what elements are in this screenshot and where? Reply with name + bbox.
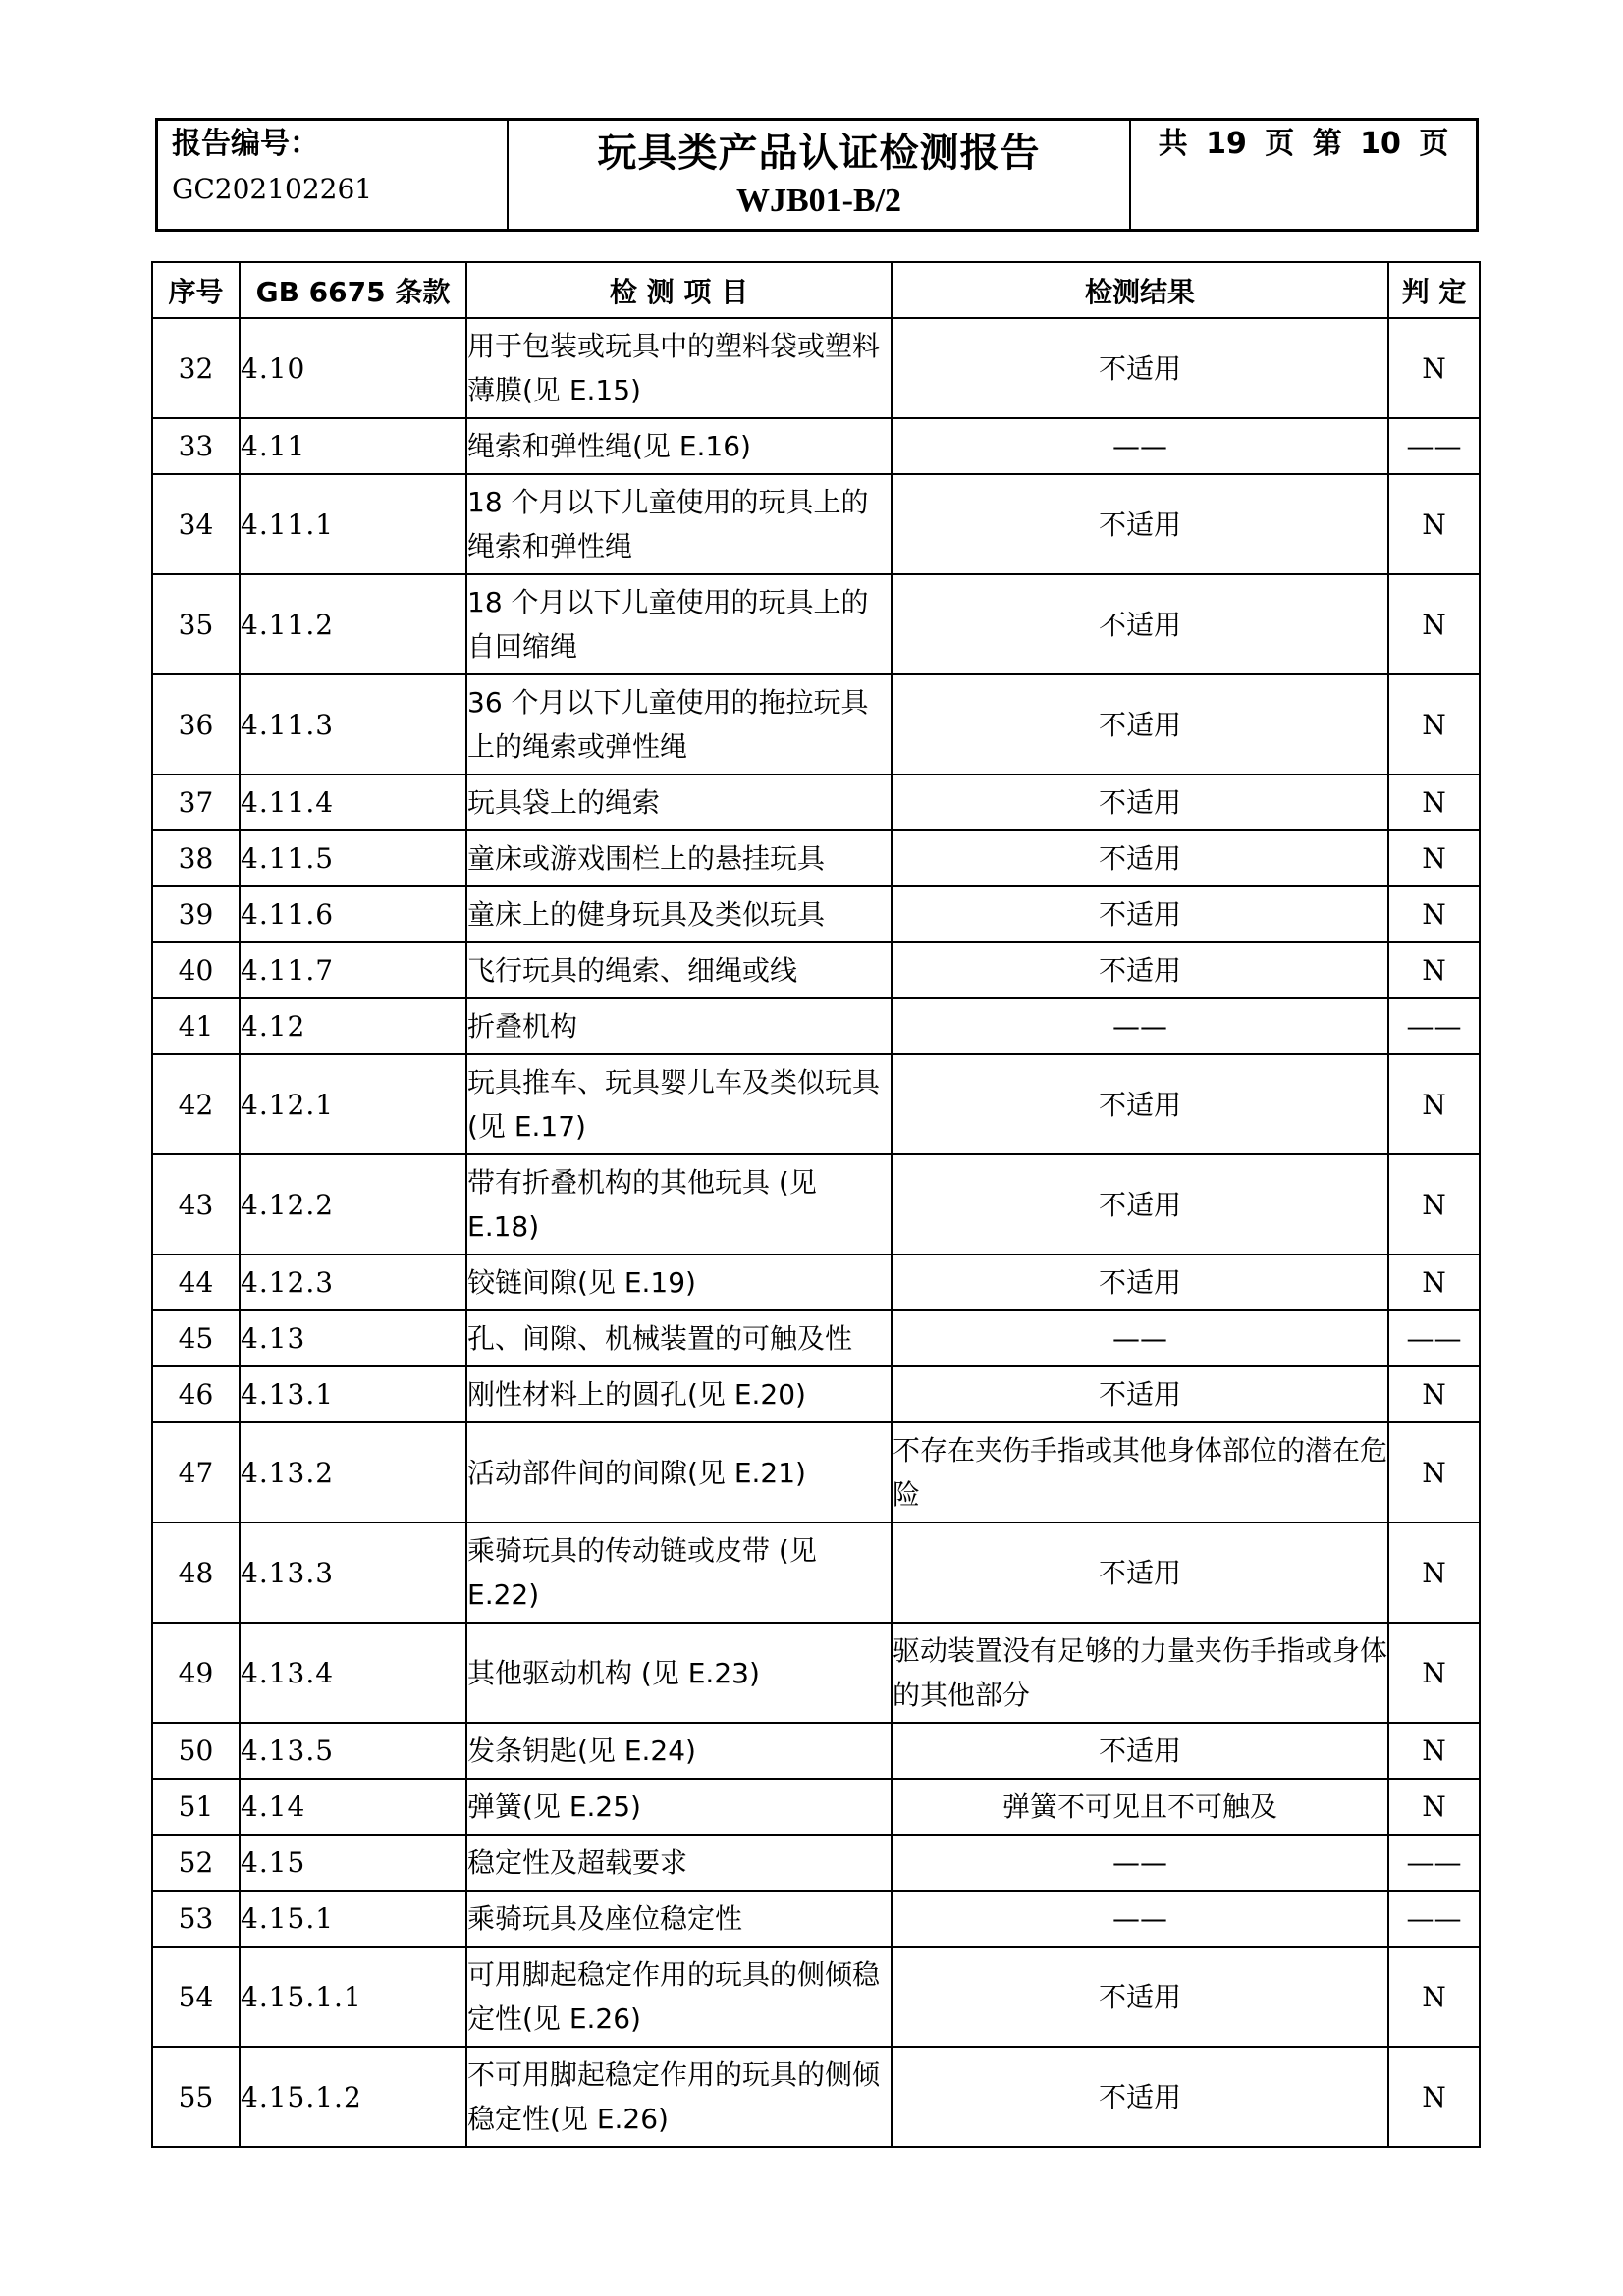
table-row <box>152 1422 1480 1522</box>
row-judgement: —— <box>1388 998 1480 1054</box>
row-clause: 4.15.1 <box>240 1891 466 1947</box>
row-number: 54 <box>152 1947 240 2047</box>
row-test-item: 18 个月以下儿童使用的玩具上的自回缩绳 <box>466 574 892 674</box>
page-info-cell <box>1131 121 1476 229</box>
row-number: 45 <box>152 1310 240 1366</box>
row-result: —— <box>892 1835 1388 1891</box>
table-row <box>152 886 1480 942</box>
table-row <box>152 1255 1480 1310</box>
row-judgement: —— <box>1388 1835 1480 1891</box>
row-number: 43 <box>152 1154 240 1255</box>
row-result: 驱动装置没有足够的力量夹伤手指或身体的其他部分 <box>892 1623 1388 1723</box>
row-judgement: N <box>1388 942 1480 998</box>
row-number: 39 <box>152 886 240 942</box>
col-header-no: 序号 <box>152 262 240 318</box>
row-test-item: 孔、间隙、机械装置的可触及性 <box>466 1310 892 1366</box>
row-result: —— <box>892 418 1388 474</box>
col-header-judgement: 判 定 <box>1388 262 1480 318</box>
row-test-item: 铰链间隙(见 E.19) <box>466 1255 892 1310</box>
table-row <box>152 2047 1480 2147</box>
row-test-item: 玩具袋上的绳索 <box>466 774 892 830</box>
table-row <box>152 774 1480 830</box>
row-clause: 4.11.1 <box>240 474 466 574</box>
row-clause: 4.13 <box>240 1310 466 1366</box>
row-clause: 4.12 <box>240 998 466 1054</box>
table-row <box>152 1835 1480 1891</box>
row-number: 35 <box>152 574 240 674</box>
table-row <box>152 830 1480 886</box>
row-test-item: 发条钥匙(见 E.24) <box>466 1723 892 1779</box>
row-test-item: 童床上的健身玩具及类似玩具 <box>466 886 892 942</box>
row-clause: 4.13.1 <box>240 1366 466 1422</box>
row-judgement: N <box>1388 1522 1480 1623</box>
row-number: 32 <box>152 318 240 418</box>
row-clause: 4.11.2 <box>240 574 466 674</box>
row-test-item: 绳索和弹性绳(见 E.16) <box>466 418 892 474</box>
row-test-item: 可用脚起稳定作用的玩具的侧倾稳定性(见 E.26) <box>466 1947 892 2047</box>
report-header <box>155 118 1479 232</box>
row-result: 不适用 <box>892 774 1388 830</box>
row-judgement: —— <box>1388 1310 1480 1366</box>
row-test-item: 乘骑玩具及座位稳定性 <box>466 1891 892 1947</box>
row-result: 不适用 <box>892 1366 1388 1422</box>
report-title-cell <box>509 121 1131 229</box>
row-clause: 4.14 <box>240 1779 466 1835</box>
table-row <box>152 574 1480 674</box>
row-number: 53 <box>152 1891 240 1947</box>
table-row <box>152 1947 1480 2047</box>
row-number: 51 <box>152 1779 240 1835</box>
row-number: 50 <box>152 1723 240 1779</box>
row-number: 55 <box>152 2047 240 2147</box>
row-result: 不适用 <box>892 1522 1388 1623</box>
row-number: 48 <box>152 1522 240 1623</box>
row-clause: 4.11.7 <box>240 942 466 998</box>
form-code: WJB01-B/2 <box>735 183 902 219</box>
row-result: 不适用 <box>892 674 1388 774</box>
row-result: —— <box>892 1310 1388 1366</box>
row-number: 36 <box>152 674 240 774</box>
table-row <box>152 318 1480 418</box>
row-result: 不适用 <box>892 574 1388 674</box>
col-header-item: 检 测 项 目 <box>466 262 892 318</box>
row-clause: 4.15 <box>240 1835 466 1891</box>
row-judgement: N <box>1388 574 1480 674</box>
row-result: 不适用 <box>892 1154 1388 1255</box>
row-result: 弹簧不可见且不可触及 <box>892 1779 1388 1835</box>
row-number: 34 <box>152 474 240 574</box>
row-test-item: 折叠机构 <box>466 998 892 1054</box>
row-clause: 4.12.1 <box>240 1054 466 1154</box>
row-clause: 4.11 <box>240 418 466 474</box>
col-header-result: 检测结果 <box>892 262 1388 318</box>
report-number-label: 报告编号： <box>172 127 319 161</box>
page-count: 共 19 页 第 10 页 <box>1158 127 1449 161</box>
row-test-item: 36 个月以下儿童使用的拖拉玩具上的绳索或弹性绳 <box>466 674 892 774</box>
row-result: 不适用 <box>892 1947 1388 2047</box>
row-judgement: N <box>1388 1054 1480 1154</box>
row-number: 46 <box>152 1366 240 1422</box>
row-result: 不适用 <box>892 1723 1388 1779</box>
row-test-item: 童床或游戏围栏上的悬挂玩具 <box>466 830 892 886</box>
row-number: 42 <box>152 1054 240 1154</box>
row-number: 47 <box>152 1422 240 1522</box>
row-clause: 4.11.3 <box>240 674 466 774</box>
row-test-item: 乘骑玩具的传动链或皮带 (见 E.22) <box>466 1522 892 1623</box>
row-judgement: N <box>1388 2047 1480 2147</box>
row-result: 不存在夹伤手指或其他身体部位的潜在危险 <box>892 1422 1388 1522</box>
report-title: 玩具类产品认证检测报告 <box>597 131 1041 176</box>
row-number: 37 <box>152 774 240 830</box>
row-number: 41 <box>152 998 240 1054</box>
row-judgement: N <box>1388 1779 1480 1835</box>
report-number-cell <box>158 121 509 229</box>
row-clause: 4.12.3 <box>240 1255 466 1310</box>
row-judgement: N <box>1388 1723 1480 1779</box>
row-number: 40 <box>152 942 240 998</box>
table-row <box>152 1522 1480 1623</box>
row-result: 不适用 <box>892 474 1388 574</box>
table-row <box>152 1154 1480 1255</box>
row-result: 不适用 <box>892 318 1388 418</box>
table-row <box>152 942 1480 998</box>
row-judgement: N <box>1388 1422 1480 1522</box>
row-number: 49 <box>152 1623 240 1723</box>
table-row <box>152 474 1480 574</box>
row-judgement: —— <box>1388 1891 1480 1947</box>
col-header-clause: GB 6675 条款 <box>240 262 466 318</box>
row-number: 44 <box>152 1255 240 1310</box>
row-test-item: 刚性材料上的圆孔(见 E.20) <box>466 1366 892 1422</box>
row-result: 不适用 <box>892 1255 1388 1310</box>
row-result: —— <box>892 998 1388 1054</box>
row-number: 33 <box>152 418 240 474</box>
row-test-item: 其他驱动机构 (见 E.23) <box>466 1623 892 1723</box>
table-row <box>152 1779 1480 1835</box>
row-clause: 4.15.1.2 <box>240 2047 466 2147</box>
row-judgement: N <box>1388 1255 1480 1310</box>
row-test-item: 飞行玩具的绳索、细绳或线 <box>466 942 892 998</box>
row-clause: 4.11.6 <box>240 886 466 942</box>
row-clause: 4.13.2 <box>240 1422 466 1522</box>
row-clause: 4.15.1.1 <box>240 1947 466 2047</box>
table-row <box>152 998 1480 1054</box>
row-number: 38 <box>152 830 240 886</box>
table-row <box>152 1891 1480 1947</box>
row-test-item: 弹簧(见 E.25) <box>466 1779 892 1835</box>
row-test-item: 不可用脚起稳定作用的玩具的侧倾稳定性(见 E.26) <box>466 2047 892 2147</box>
row-result: 不适用 <box>892 886 1388 942</box>
row-test-item: 带有折叠机构的其他玩具 (见 E.18) <box>466 1154 892 1255</box>
table-row <box>152 418 1480 474</box>
row-judgement: —— <box>1388 418 1480 474</box>
row-judgement: N <box>1388 1947 1480 2047</box>
row-result: 不适用 <box>892 942 1388 998</box>
row-judgement: N <box>1388 674 1480 774</box>
row-clause: 4.13.3 <box>240 1522 466 1623</box>
table-row <box>152 1310 1480 1366</box>
row-judgement: N <box>1388 318 1480 418</box>
row-clause: 4.13.5 <box>240 1723 466 1779</box>
row-result: —— <box>892 1891 1388 1947</box>
table-row <box>152 1054 1480 1154</box>
row-result: 不适用 <box>892 830 1388 886</box>
row-clause: 4.13.4 <box>240 1623 466 1723</box>
test-results-table <box>151 261 1481 2148</box>
table-row <box>152 1623 1480 1723</box>
table-header-row <box>152 262 1480 318</box>
row-result: 不适用 <box>892 1054 1388 1154</box>
row-test-item: 用于包装或玩具中的塑料袋或塑料薄膜(见 E.15) <box>466 318 892 418</box>
table-body <box>152 318 1480 2147</box>
row-clause: 4.12.2 <box>240 1154 466 1255</box>
row-judgement: N <box>1388 1154 1480 1255</box>
row-judgement: N <box>1388 474 1480 574</box>
row-clause: 4.11.5 <box>240 830 466 886</box>
row-number: 52 <box>152 1835 240 1891</box>
row-judgement: N <box>1388 830 1480 886</box>
table-row <box>152 674 1480 774</box>
row-result: 不适用 <box>892 2047 1388 2147</box>
row-judgement: N <box>1388 886 1480 942</box>
row-judgement: N <box>1388 1366 1480 1422</box>
row-test-item: 活动部件间的间隙(见 E.21) <box>466 1422 892 1522</box>
row-judgement: N <box>1388 1623 1480 1723</box>
row-test-item: 稳定性及超载要求 <box>466 1835 892 1891</box>
table-row <box>152 1723 1480 1779</box>
row-clause: 4.10 <box>240 318 466 418</box>
report-number: GC202102261 <box>172 173 373 205</box>
row-test-item: 玩具推车、玩具婴儿车及类似玩具(见 E.17) <box>466 1054 892 1154</box>
row-judgement: N <box>1388 774 1480 830</box>
row-clause: 4.11.4 <box>240 774 466 830</box>
row-test-item: 18 个月以下儿童使用的玩具上的绳索和弹性绳 <box>466 474 892 574</box>
table-row <box>152 1366 1480 1422</box>
